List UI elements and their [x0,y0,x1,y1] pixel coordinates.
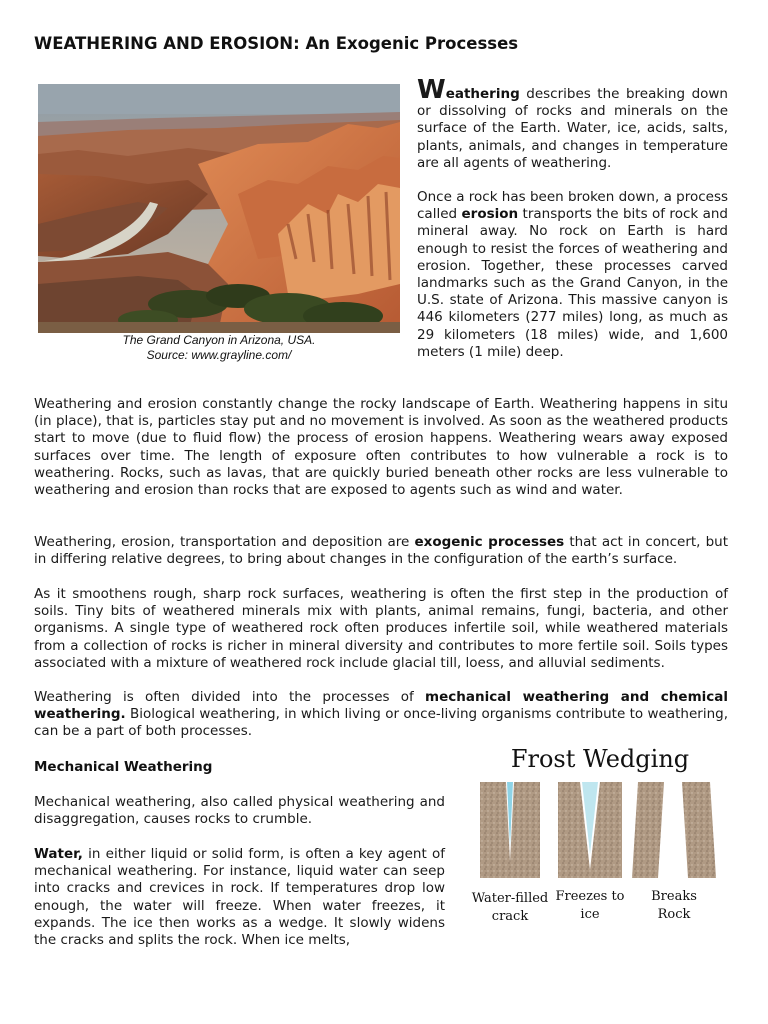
label-crack: crack [491,909,529,924]
intro-paragraph: Weathering describes the breaking down or dissolving of rocks and minerals on the surface of the Earth. Water, ice, acids, salts, plants, animals, and changes in temperature are all agents of weathering. [417,75,728,171]
frost-wedging-diagram [466,742,734,932]
water-paragraph: Water, in either liquid or solid form, is often a key agent of mechanical weathering. For instance, liquid water can seep into cracks and crevices in rock. If temperatures drop low enough, the water will freeze. When water freezes, it expands. The ice then works as a wedge. It slowly widens the cracks and splits the rock. When ice melts, [34,846,445,949]
mechanical-definition-paragraph: Mechanical weathering, also called physical weathering and disaggregation, causes rocks to crumble. [34,794,445,828]
mechanical-weathering-heading: Mechanical Weathering [34,759,213,775]
term-weathering-types: mechanical weathering and chemical weathering. [34,689,728,723]
frost-wedging-title: Frost Wedging [510,745,690,773]
term-water: Water, [34,846,83,862]
erosion-paragraph: Once a rock has been broken down, a process called erosion transports the bits of rock and mineral away. No rock on Earth is hard enough to resist the forces of weathering and erosion. Together, these processes carved landmarks such as the Grand Canyon, in the U.S. state of Arizona. This massive canyon is 446 kilometers (277 miles) long, as much as 29 kilometers (18 miles) wide, and 1,600 meters (1 mile) deep. [417,189,729,360]
types-paragraph: Weathering is often divided into the processes of mechanical weathering and chemical weathering. Biological weathering, in which living or once-living organisms contribute to weathering, can be a part of both processes. [34,689,728,740]
label-ice: ice [580,907,600,922]
drop-cap: W [417,75,446,105]
page-title: WEATHERING AND EROSION: An Exogenic Processes [34,34,519,53]
caption-source: Source: www.grayline.com/ [146,347,292,362]
term-weathering: eathering [445,86,520,102]
label-freezes-to: Freezes to [555,889,625,904]
exogenic-paragraph: Weathering, erosion, transportation and deposition are exogenic processes that act in concert, but in differing relative degrees, to bring about changes in the configuration of the earth’s surface. [34,534,728,568]
label-rock: Rock [657,907,691,922]
grand-canyon-photo [38,84,400,333]
caption-line-1: The Grand Canyon in Arizona, USA. [122,333,316,347]
landscape-paragraph: Weathering and erosion constantly change the rocky landscape of Earth. Weathering happens in situ (in place), that is, particles stay put and no movement is involved. As soon as the weathered products start to move (due to fluid flow) the process of erosion happens. Weathering wears away exposed surfaces over time. The length of exposure often contributes to how vulnerable a rock is to weathering. Rocks, such as lavas, that are quickly buried beneath other rocks are less vulnerable to weathering and erosion than rocks that are exposed to agents such as wind and water. [34,396,728,499]
label-water-filled: Water-filled [471,891,549,906]
photo-caption [38,333,400,362]
rock-fragment-right [682,782,716,878]
soils-paragraph: As it smoothens rough, sharp rock surfaces, weathering is often the first step in the production of soils. Tiny bits of weathered minerals mix with plants, animal remains, fungi, bacteria, and other organisms. A single type of weathered rock often produces infertile soil, while weathered materials from a collection of rocks is richer in mineral diversity and contributes to more fertile soil. Soils types associated with a mixture of weathered rock include glacial till, loess, and alluvial sediments. [34,586,728,671]
label-breaks: Breaks [651,889,697,904]
rock-fragment-left [632,782,664,878]
term-exogenic-processes: exogenic processes [414,534,565,550]
term-erosion: erosion [461,206,519,223]
